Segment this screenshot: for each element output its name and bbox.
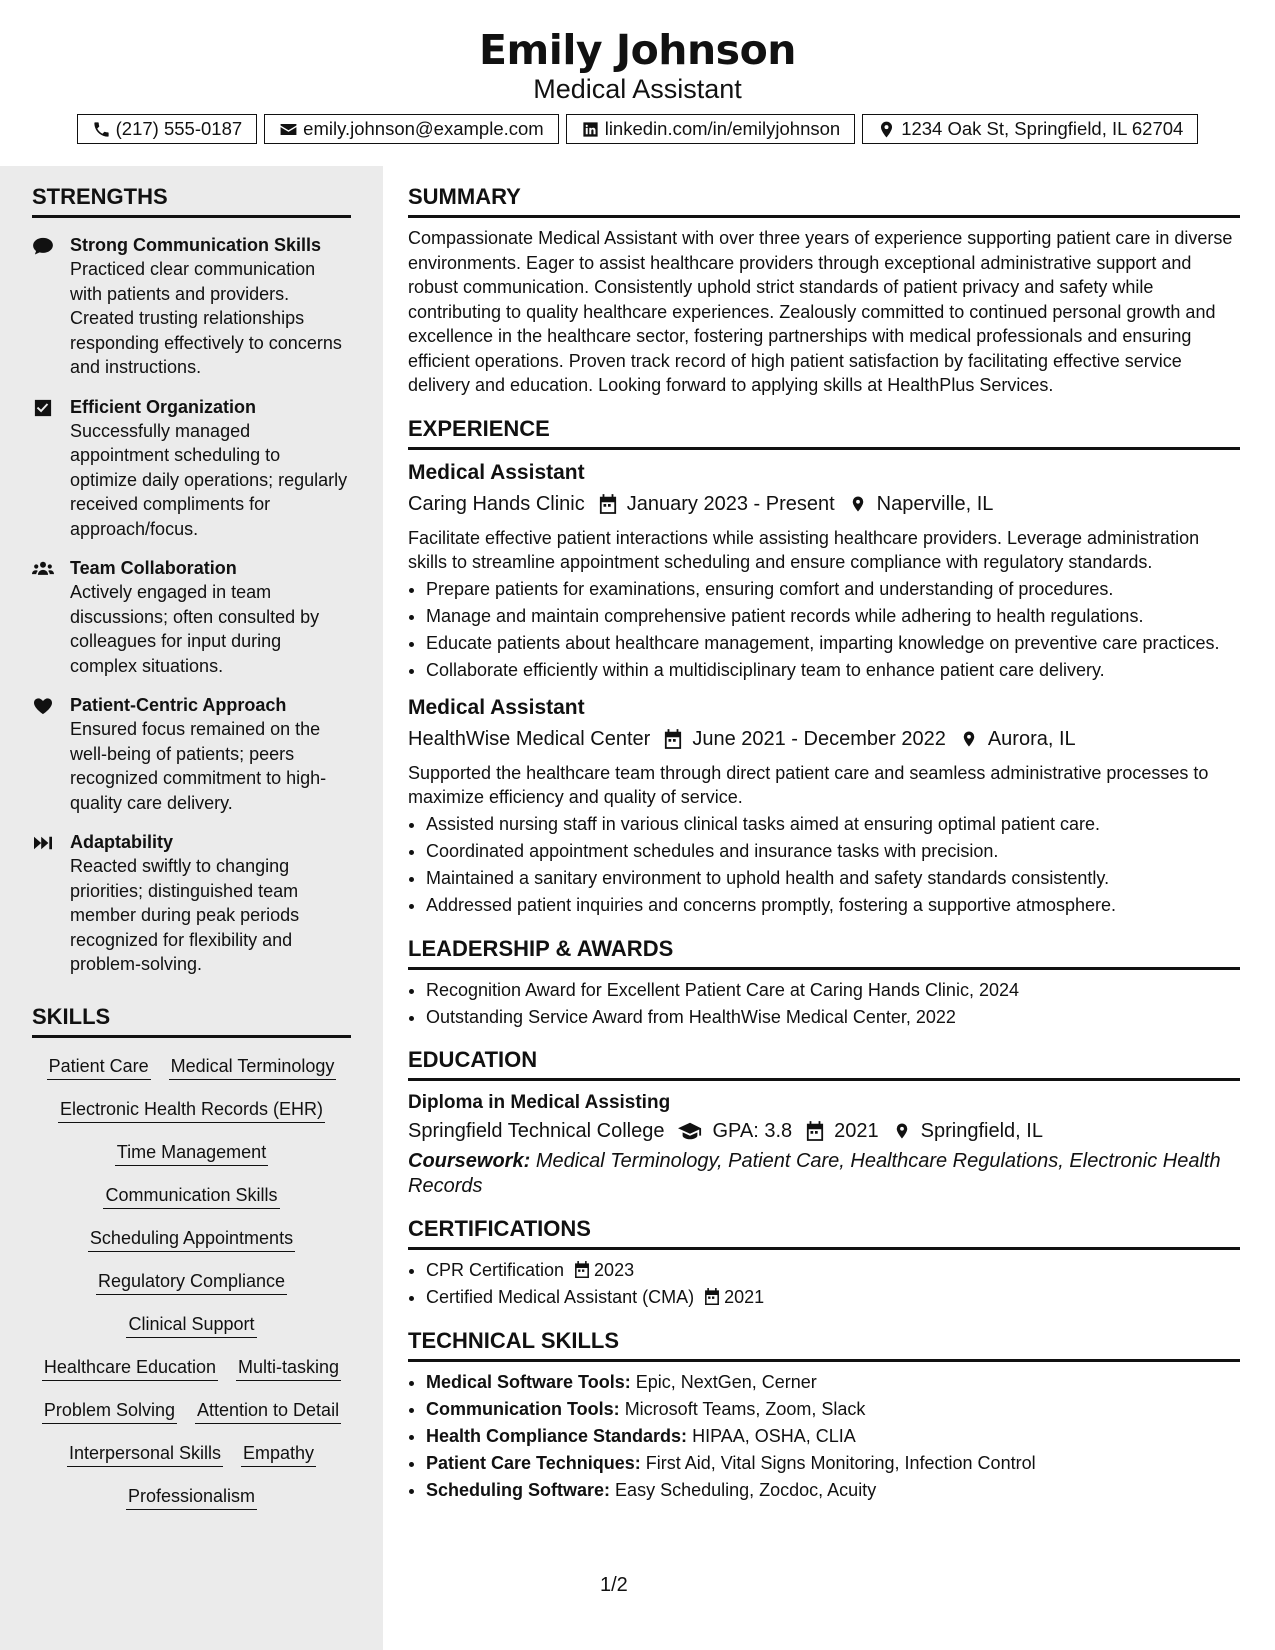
education-section <box>408 1047 1240 1198</box>
main-column <box>408 166 1240 1502</box>
job-company: HealthWise Medical Center <box>408 727 651 750</box>
skill-tag: Professionalism <box>126 1484 257 1510</box>
contact-email-text: emily.johnson@example.com <box>303 118 544 139</box>
job-bullet: • Prepare patients for examinations, ensuring comfort and understanding of procedures. <box>426 577 1240 602</box>
award-item: • Recognition Award for Excellent Patient Care at Caring Hands Clinic, 2024 <box>426 978 1240 1003</box>
technical-skill-value: Microsoft Teams, Zoom, Slack <box>624 1398 866 1419</box>
contact-phone-text: (217) 555-0187 <box>115 118 243 139</box>
strength-title: Strong Communication Skills <box>70 235 322 255</box>
certifications-heading: CERTIFICATIONS <box>408 1216 1240 1250</box>
skill-tag: Time Management <box>115 1140 268 1166</box>
coursework-text: Medical Terminology, Patient Care, Healthcare Regulations, Electronic Health Records <box>408 1150 1221 1197</box>
fast-forward-icon <box>32 834 54 852</box>
candidate-title: Medical Assistant <box>533 74 742 104</box>
calendar-icon <box>599 494 617 514</box>
awards-heading: LEADERSHIP & AWARDS <box>408 936 1240 970</box>
education-year: 2021 <box>834 1120 879 1142</box>
speech-bubble-icon <box>32 237 54 255</box>
skill-tag: Multi-tasking <box>236 1355 341 1381</box>
education-school: Springfield Technical College <box>408 1120 665 1142</box>
technical-skill-item <box>426 1451 1240 1476</box>
contact-bar <box>0 114 1275 144</box>
technical-skills-section <box>408 1328 1240 1503</box>
technical-skill-value: Epic, NextGen, Cerner <box>635 1371 817 1392</box>
skill-tag: Empathy <box>241 1441 316 1467</box>
skill-tag: Healthcare Education <box>42 1355 218 1381</box>
job-bullet: • Assisted nursing staff in various clinical tasks aimed at ensuring optimal patient care. <box>426 812 1240 837</box>
certifications-section <box>408 1216 1240 1310</box>
job-dates: January 2023 - Present <box>626 492 835 515</box>
technical-skills-heading: TECHNICAL SKILLS <box>408 1328 1240 1362</box>
education-meta <box>408 1117 1240 1145</box>
job-location: Aurora, IL <box>987 727 1076 750</box>
phone-icon <box>92 120 111 139</box>
strength-title: Efficient Organization <box>70 396 257 417</box>
skill-tag: Patient Care <box>47 1054 151 1080</box>
map-pin-icon <box>849 494 867 514</box>
contact-email[interactable] <box>264 114 559 144</box>
strength-item <box>32 233 351 380</box>
sidebar <box>0 166 383 1650</box>
certification-name: Certified Medical Assistant (CMA) <box>426 1287 695 1307</box>
job-role: Medical Assistant <box>408 695 585 719</box>
skill-tag: Attention to Detail <box>195 1398 341 1424</box>
technical-skill-label: Scheduling Software: <box>426 1479 611 1500</box>
strength-item <box>32 830 351 977</box>
technical-skill-item <box>426 1370 1240 1395</box>
job-entry <box>408 695 1240 918</box>
technical-skill-label: Health Compliance Standards: <box>426 1425 688 1446</box>
skill-tag: Medical Terminology <box>169 1054 337 1080</box>
certification-year: 2023 <box>594 1260 635 1280</box>
strength-item <box>32 556 351 678</box>
job-bullets <box>408 812 1240 918</box>
skill-tag: Electronic Health Records (EHR) <box>58 1097 325 1123</box>
technical-skill-value: HIPAA, OSHA, CLIA <box>692 1425 856 1446</box>
technical-skill-value: Easy Scheduling, Zocdoc, Acuity <box>615 1479 877 1500</box>
job-bullets <box>408 577 1240 683</box>
strength-title: Team Collaboration <box>70 558 237 578</box>
job-bullet: • Educate patients about healthcare management, imparting knowledge on preventive care practices. <box>426 631 1240 656</box>
education-gpa: GPA: 3.8 <box>712 1120 793 1142</box>
strength-title: Patient-Centric Approach <box>70 695 287 715</box>
technical-skills-list <box>408 1370 1240 1503</box>
technical-skill-label: Communication Tools: <box>426 1398 620 1419</box>
strengths-heading: STRENGTHS <box>32 184 351 218</box>
job-bullet: • Maintained a sanitary environment to uphold health and safety standards consistently. <box>426 866 1240 891</box>
envelope-icon <box>279 120 298 139</box>
job-company: Caring Hands Clinic <box>408 492 585 515</box>
technical-skill-item <box>426 1478 1240 1503</box>
page-number: 1/2 <box>600 1574 628 1596</box>
job-description: Supported the healthcare team through direct patient care and seamless administrative processes to maximize efficiency and quality of service. <box>408 762 1209 807</box>
calendar-icon <box>664 729 682 749</box>
education-coursework <box>408 1149 1240 1198</box>
strength-desc: Reacted swiftly to changing priorities; distinguished team member during peak periods recognized for flexibility and problem-solving. <box>70 856 300 974</box>
technical-skill-item <box>426 1397 1240 1422</box>
certification-name: CPR Certification <box>426 1260 565 1280</box>
map-pin-icon <box>893 1121 911 1141</box>
certification-year: 2021 <box>724 1287 765 1307</box>
certification-item <box>426 1258 1240 1283</box>
heart-icon <box>32 697 54 715</box>
contact-phone[interactable] <box>77 114 258 144</box>
awards-section <box>408 936 1240 1030</box>
summary-text: Compassionate Medical Assistant with over three years of experience supporting patient care in diverse environments. Eager to assist healthcare providers through exceptional administrative support and robust communication. Consistently uphold strict standards of patient privacy and safety while contributing to quality healthcare experiences. Zealously committed to continued personal growth and excellence in the healthcare sector, fostering partnerships with medical professionals and ensuring efficient operations. Proven track record of high patient satisfaction by facilitating effective service delivery and education. Looking forward to applying skills at HealthPlus Services. <box>408 228 1233 395</box>
certification-item <box>426 1285 1240 1310</box>
job-dates: June 2021 - December 2022 <box>692 727 946 750</box>
summary-heading: SUMMARY <box>408 184 1240 218</box>
experience-section <box>408 416 1240 918</box>
strengths-section <box>32 184 351 977</box>
technical-skill-label: Medical Software Tools: <box>426 1371 631 1392</box>
contact-address <box>862 114 1198 144</box>
candidate-name: Emily Johnson <box>479 26 796 74</box>
skill-tag: Communication Skills <box>103 1183 279 1209</box>
technical-skill-label: Patient Care Techniques: <box>426 1452 641 1473</box>
strength-title: Adaptability <box>70 832 174 852</box>
skills-heading: SKILLS <box>32 1004 351 1038</box>
awards-list <box>408 978 1240 1030</box>
technical-skill-value: First Aid, Vital Signs Monitoring, Infection Control <box>645 1452 1036 1473</box>
linkedin-icon <box>581 120 600 139</box>
award-item: • Outstanding Service Award from HealthWise Medical Center, 2022 <box>426 1005 1240 1030</box>
checkbox-icon <box>32 399 54 417</box>
contact-address-text: 1234 Oak St, Springfield, IL 62704 <box>901 118 1184 139</box>
calendar-icon <box>806 1121 824 1141</box>
education-heading: EDUCATION <box>408 1047 1240 1081</box>
map-pin-icon <box>960 729 978 749</box>
education-location: Springfield, IL <box>920 1120 1043 1142</box>
calendar-icon <box>574 1261 590 1278</box>
contact-linkedin-text: linkedin.com/in/emilyjohnson <box>604 118 841 139</box>
job-bullet: • Manage and maintain comprehensive patient records while adhering to health regulations. <box>426 604 1240 629</box>
strength-desc: Successfully managed appointment scheduling to optimize daily operations; regularly received compliments for approach/focus. <box>70 420 348 539</box>
job-role: Medical Assistant <box>408 460 585 484</box>
resume-header <box>0 0 1275 166</box>
job-description: Facilitate effective patient interactions while assisting healthcare providers. Leverage administration skills to streamline appointment scheduling and ensure compliance with regulatory standards. <box>408 527 1200 572</box>
certifications-list <box>408 1258 1240 1310</box>
job-meta <box>408 490 1240 518</box>
job-entry <box>408 460 1240 683</box>
strength-desc: Practiced clear communication with patients and providers. Created trusting relationships responding effectively to concerns and instructions. <box>70 259 342 377</box>
strength-desc: Actively engaged in team discussions; often consulted by colleagues for input during complex situations. <box>70 582 320 676</box>
job-meta <box>408 725 1240 753</box>
skill-tag: Scheduling Appointments <box>88 1226 295 1252</box>
job-bullet: • Collaborate efficiently within a multidisciplinary team to enhance patient care delivery. <box>426 658 1240 683</box>
job-location: Naperville, IL <box>876 492 994 515</box>
skill-tag: Regulatory Compliance <box>96 1269 287 1295</box>
users-icon <box>32 560 54 578</box>
skill-tag: Clinical Support <box>126 1312 256 1338</box>
strength-desc: Ensured focus remained on the well-being of patients; peers recognized commitment to high-quality care delivery. <box>70 719 327 813</box>
job-bullet: • Addressed patient inquiries and concerns promptly, fostering a supportive atmosphere. <box>426 893 1240 918</box>
strength-item <box>32 395 351 542</box>
technical-skill-item <box>426 1424 1240 1449</box>
coursework-label: Coursework: <box>408 1150 531 1172</box>
strength-item <box>32 693 351 815</box>
education-degree: Diploma in Medical Assisting <box>408 1092 671 1113</box>
job-bullet: • Coordinated appointment schedules and insurance tasks with precision. <box>426 839 1240 864</box>
contact-linkedin[interactable] <box>566 114 855 144</box>
map-pin-icon <box>877 120 896 139</box>
experience-heading: EXPERIENCE <box>408 416 1240 450</box>
graduation-cap-icon <box>678 1121 702 1141</box>
calendar-icon <box>704 1288 720 1305</box>
skill-tag: Interpersonal Skills <box>67 1441 223 1467</box>
skill-tag: Problem Solving <box>42 1398 177 1424</box>
skills-section <box>32 1004 351 1510</box>
skills-list <box>32 1054 351 1510</box>
summary-section <box>408 184 1240 398</box>
